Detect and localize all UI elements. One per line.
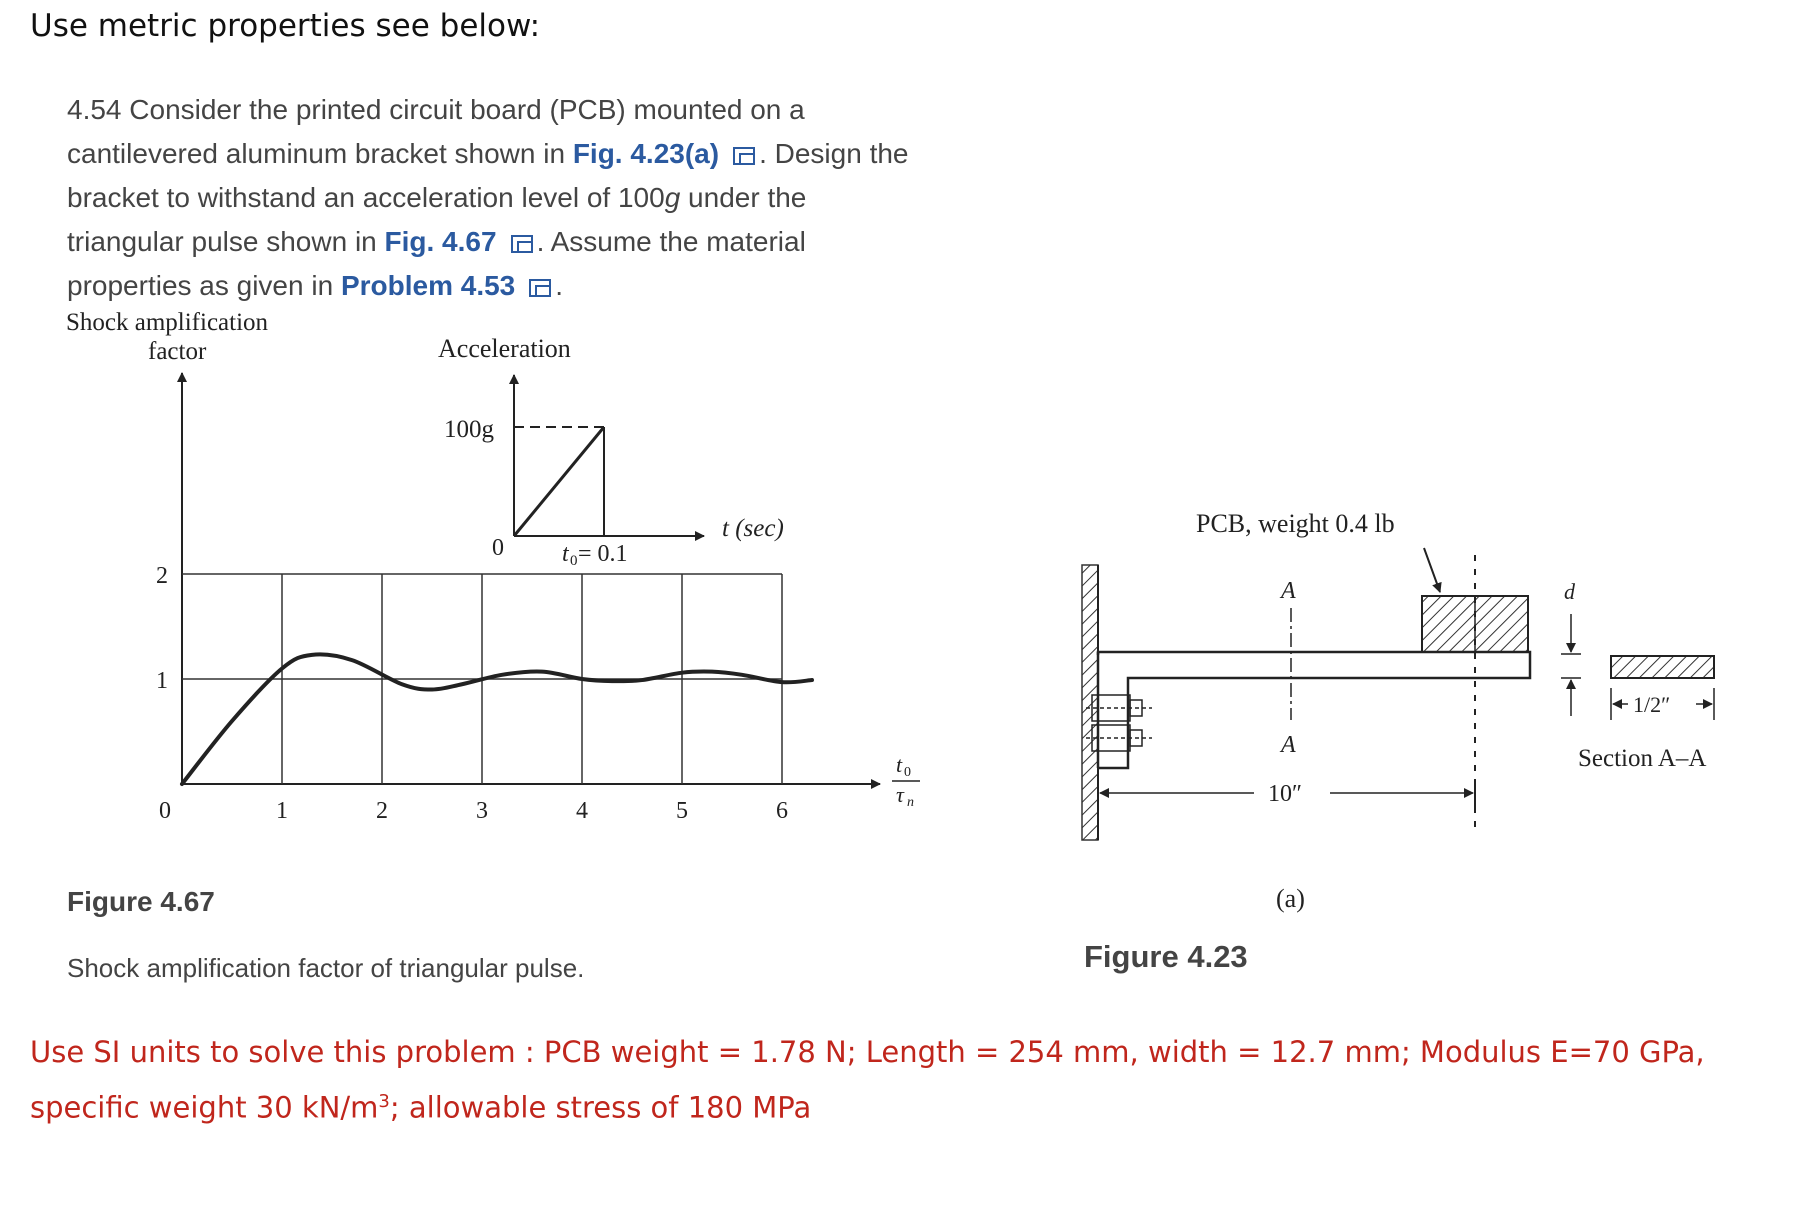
subfig-label: (a): [1276, 884, 1305, 913]
shock-chart: [66, 309, 920, 824]
shock-curve-series: [182, 654, 812, 784]
problem-4-53-link[interactable]: Problem 4.53: [340, 270, 516, 301]
problem-mid2: under the triangular pulse shown in: [67, 182, 807, 257]
x-tick-label: 2: [376, 798, 388, 824]
problem-mid1: . Design the bracket to withstand an acceleration level of 100: [67, 138, 909, 213]
section-a-a: [1561, 579, 1714, 772]
chart-y-ticks: [156, 563, 168, 694]
si-note-line2: [30, 1077, 1810, 1133]
figure-423-title: Figure 4.23: [1084, 939, 1248, 974]
x-tick-label: 3: [476, 798, 488, 824]
chart-x-ticks: [159, 798, 788, 824]
thickness-label: d: [1564, 579, 1575, 604]
inset-title: Acceleration: [438, 334, 571, 363]
si-note-line1: Use SI units to solve this problem : PCB weight = 1.78 N; Length = 254 mm, width = 12.7 mm; Modulus E=70 GPa,: [30, 1035, 1705, 1069]
section-caption: Section A–A: [1578, 745, 1707, 772]
section-rect: [1611, 656, 1714, 678]
x-tick-label: 0: [159, 798, 171, 824]
si-note-line2-suffix: ; allowable stress of 180 MPa: [389, 1090, 812, 1125]
xlabel-den-sub: n: [907, 795, 914, 810]
si-note-superscript: 3: [378, 1091, 390, 1112]
section-mark-bottom: A: [1281, 732, 1296, 758]
g-symbol: g: [664, 182, 681, 213]
y-tick-label: 1: [156, 668, 168, 694]
problem-mid3: . Assume the material properties as given in: [67, 226, 806, 301]
xlabel-den: τ: [896, 782, 904, 807]
inset-time-label: t (sec): [722, 515, 784, 542]
inset-peak-label: 100g: [444, 416, 494, 443]
inset-t0-value: = 0.1: [578, 541, 628, 567]
x-tick-label: 1: [276, 798, 288, 824]
bracket-outline: [1098, 652, 1530, 768]
header-text: Use metric properties see below:: [30, 8, 541, 44]
fig-4-67-link[interactable]: Fig. 4.67: [384, 226, 497, 257]
si-units-note: [30, 1028, 1810, 1133]
problem-end: .: [555, 270, 564, 301]
chart-ylabel-line1: Shock amplification: [66, 309, 269, 336]
x-tick-label: 6: [776, 798, 788, 824]
chart-ylabel-line2: factor: [148, 338, 207, 365]
width-label: 1/2″: [1633, 692, 1671, 717]
x-tick-label: 4: [576, 798, 588, 824]
inset-t0-sub: 0: [570, 553, 578, 569]
inset-t0-label: t: [562, 541, 569, 567]
inset-origin-label: 0: [492, 535, 504, 561]
wall-hatch: [1082, 565, 1098, 840]
problem-intro: 4.54 Consider the printed circuit board (PCB) mounted on a cantilevered aluminum bracket shown in: [67, 94, 805, 169]
length-label: 10″: [1268, 781, 1302, 807]
figure-467-caption: Shock amplification factor of triangular pulse.: [67, 953, 585, 983]
xlabel-num: t: [896, 752, 903, 777]
pcb-label: PCB, weight 0.4 lb: [1196, 509, 1395, 538]
y-tick-label: 2: [156, 563, 168, 589]
pulse-ramp: [514, 427, 604, 536]
xlabel-num-sub: 0: [904, 765, 911, 780]
x-tick-label: 5: [676, 798, 688, 824]
pcb-leader-arrow: [1424, 548, 1440, 592]
section-mark-top: A: [1281, 578, 1296, 604]
cantilever-figure: [1082, 509, 1714, 913]
chart-xlabel: [892, 752, 920, 810]
si-note-line2-prefix: specific weight 30 kN/m: [30, 1090, 379, 1125]
acceleration-pulse-inset: [438, 334, 784, 569]
fig-4-23a-link[interactable]: Fig. 4.23(a): [572, 138, 720, 169]
figure-467-title: Figure 4.67: [67, 886, 215, 917]
